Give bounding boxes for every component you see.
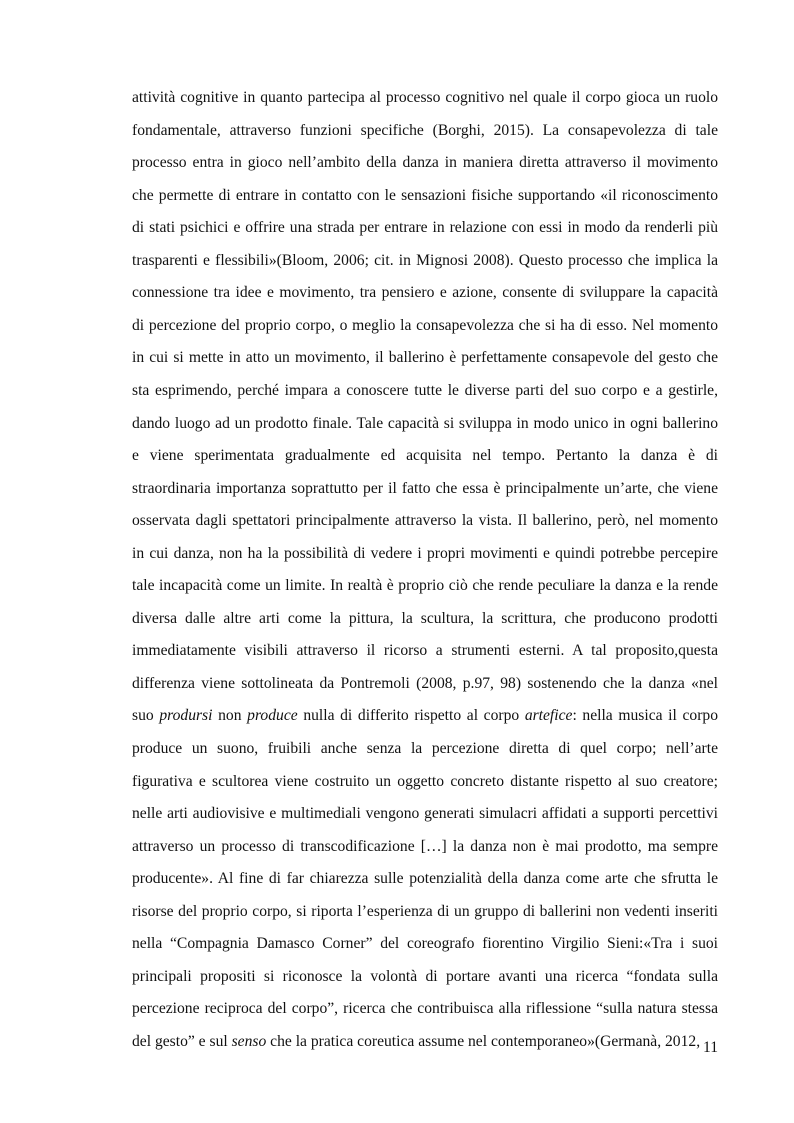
text-line [132, 934, 718, 954]
text-run: osservata dagli spettatori principalmente attraverso la vista. Il ballerino, però, nel momento [132, 512, 718, 530]
text-run: diversa dalle altre arti come la pittura, la scultura, la scrittura, che producono prodotti [132, 609, 718, 627]
text-run: processo entra in gioco nell’ambito della danza in maniera diretta attraverso il movimento [132, 154, 718, 172]
text-run: straordinaria importanza soprattutto per il fatto che essa è principalmente un’arte, che viene [132, 479, 718, 497]
text-line [132, 967, 718, 987]
text-line [132, 511, 718, 531]
text-line [132, 869, 718, 889]
text-line [132, 88, 718, 108]
text-run: nulla di differito rispetto al corpo [297, 707, 525, 725]
text-line [132, 772, 718, 792]
text-line [132, 837, 718, 857]
text-line [132, 544, 718, 564]
italic-text: senso [231, 1032, 267, 1050]
text-run: in cui danza, non ha la possibilità di vedere i propri movimenti e quindi potrebbe percepire [132, 544, 718, 562]
text-line [132, 121, 718, 141]
text-line [132, 446, 718, 466]
text-line [132, 316, 718, 336]
text-run: principali propositi si riconosce la volontà di portare avanti una ricerca “fondata sulla [132, 967, 718, 985]
italic-text: artefice [524, 707, 573, 725]
text-run: fondamentale, attraverso funzioni specifiche (Borghi, 2015). La consapevolezza di tale [132, 121, 718, 139]
text-run: attraverso un processo di transcodificazione […] la danza non è mai prodotto, ma sempre [132, 837, 718, 855]
text-run: trasparenti e flessibili»(Bloom, 2006; cit. in Mignosi 2008). Questo processo che implica la [132, 251, 718, 269]
text-run: risorse del proprio corpo, si riporta l’esperienza di un gruppo di ballerini non vedenti inseriti [132, 902, 718, 920]
italic-text: produce [247, 707, 298, 725]
italic-text: prodursi [159, 707, 213, 725]
text-run: connessione tra idee e movimento, tra pensiero e azione, consente di sviluppare la capacità [132, 284, 718, 302]
text-run: percezione reciproca del corpo”, ricerca che contribuisca alla riflessione “sulla natura stessa [132, 1000, 718, 1018]
text-line [132, 739, 718, 759]
text-line [132, 674, 718, 694]
text-line [132, 251, 718, 271]
text-line [132, 153, 718, 173]
text-line [132, 186, 718, 206]
text-line [132, 609, 718, 629]
text-run: nella “Compagnia Damasco Corner” del coreografo fiorentino Virgilio Sieni:«Tra i suoi [132, 935, 718, 953]
text-run: immediatamente visibili attraverso il ricorso a strumenti esterni. A tal proposito,questa [132, 642, 718, 660]
text-line [132, 381, 718, 401]
text-run: : nella musica il corpo [572, 707, 718, 725]
text-run: tale incapacità come un limite. In realtà è proprio ciò che rende peculiare la danza e la rende [132, 577, 718, 595]
text-run: dando luogo ad un prodotto finale. Tale capacità si sviluppa in modo unico in ogni ballerino [132, 414, 718, 432]
text-run: produce un suono, fruibili anche senza la percezione diretta di quel corpo; nell’arte [132, 740, 718, 757]
text-line [132, 1032, 718, 1052]
text-run: figurativa e scultorea viene costruito un oggetto concreto distante rispetto al suo creatore; [132, 772, 718, 790]
text-run: di stati psichici e offrire una strada per entrare in relazione con essi in modo da renderli più [132, 219, 718, 237]
text-line [132, 348, 718, 368]
text-run: che la pratica coreutica assume nel contemporaneo»(Germanà, 2012, [266, 1032, 701, 1050]
text-run: attività cognitive in quanto partecipa al processo cognitivo nel quale il corpo gioca un ruolo [132, 89, 718, 106]
text-line [132, 283, 718, 303]
text-run: in cui si mette in atto un movimento, il ballerino è perfettamente consapevole del gesto che [132, 349, 718, 367]
text-line [132, 414, 718, 434]
text-line [132, 479, 718, 499]
text-run: che permette di entrare in contatto con le sensazioni fisiche supportando «il riconoscimento [132, 186, 718, 204]
text-run: suo [132, 707, 160, 725]
text-line [132, 902, 718, 922]
text-line [132, 218, 718, 238]
page-number: 11 [702, 1039, 718, 1056]
text-line [132, 706, 718, 726]
text-line [132, 576, 718, 596]
text-line [132, 641, 718, 661]
text-run: di percezione del proprio corpo, o meglio la consapevolezza che si ha di esso. Nel momento [132, 316, 718, 334]
text-line [132, 999, 718, 1019]
text-run: nelle arti audiovisive e multimediali vengono generati simulacri affidati a supporti percettivi [132, 805, 718, 823]
text-run: non [212, 707, 248, 725]
text-run: differenza viene sottolineata da Pontremoli (2008, p.97, 98) sostenendo che la danza «nel [132, 674, 718, 692]
text-run: e viene sperimentata gradualmente ed acquisita nel tempo. Pertanto la danza è di [132, 447, 718, 464]
text-run: producente». Al fine di far chiarezza sulle potenzialità della danza come arte che sfrutta le [132, 870, 718, 888]
text-run: sta esprimendo, perché impara a conoscere tutte le diverse parti del suo corpo e a gestirle, [132, 381, 718, 399]
text-run: del gesto” e sul [132, 1032, 232, 1050]
text-line [132, 804, 718, 824]
